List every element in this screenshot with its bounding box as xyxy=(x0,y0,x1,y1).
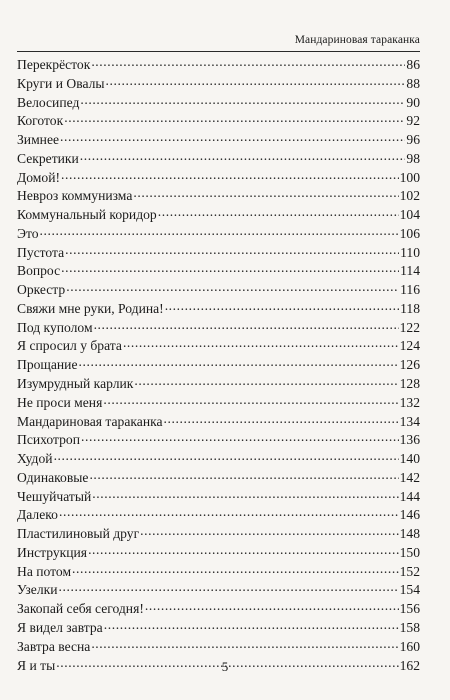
toc-entry-title: Под куполом xyxy=(17,319,93,335)
toc-entry-page: 96 xyxy=(406,132,420,148)
toc-entry xyxy=(17,168,420,187)
toc-entry-title: Вопрос xyxy=(17,263,61,279)
toc-entry xyxy=(17,355,420,374)
dot-leader xyxy=(91,637,398,651)
dot-leader xyxy=(140,524,398,538)
dot-leader xyxy=(40,224,399,238)
toc-entry-page: 92 xyxy=(406,113,420,129)
toc-entry-page: 122 xyxy=(399,319,420,335)
dot-leader xyxy=(54,449,399,463)
dot-leader xyxy=(59,580,399,594)
toc-entry-title: Пластилиновый друг xyxy=(17,526,140,542)
toc-entry-title: Психотроп xyxy=(17,432,80,448)
toc-entry-page: 140 xyxy=(399,451,420,467)
dot-leader xyxy=(92,487,398,501)
toc-entry xyxy=(17,524,420,543)
toc-entry-title: Чешуйчатый xyxy=(17,488,92,504)
toc-entry-title: Закопай себя сегодня! xyxy=(17,601,144,617)
toc-entry-title: На потом xyxy=(17,563,72,579)
toc-entry-page: 154 xyxy=(399,582,420,598)
toc-entry xyxy=(17,280,420,299)
dot-leader xyxy=(65,243,399,257)
toc-entry xyxy=(17,336,420,355)
dot-leader xyxy=(164,412,399,426)
toc-entry xyxy=(17,430,420,449)
dot-leader xyxy=(106,74,406,88)
toc-entry-title: Свяжи мне руки, Родина! xyxy=(17,300,164,316)
toc-entry-page: 156 xyxy=(399,601,420,617)
table-of-contents xyxy=(17,55,420,674)
toc-entry-title: Прощание xyxy=(17,357,78,373)
dot-leader xyxy=(59,505,399,519)
toc-entry xyxy=(17,487,420,506)
toc-entry xyxy=(17,374,420,393)
toc-entry-page: 148 xyxy=(399,526,420,542)
toc-entry-title: Коготок xyxy=(17,113,64,129)
toc-entry-page: 124 xyxy=(399,338,420,354)
toc-entry xyxy=(17,393,420,412)
toc-entry-page: 90 xyxy=(406,94,420,110)
dot-leader xyxy=(66,280,399,294)
toc-entry-title: Круги и Овалы xyxy=(17,75,105,91)
toc-entry xyxy=(17,318,420,337)
dot-leader xyxy=(80,93,405,107)
toc-entry-page: 160 xyxy=(399,638,420,654)
toc-entry xyxy=(17,505,420,524)
toc-entry-title: Коммунальный коридор xyxy=(17,207,157,223)
toc-entry-page: 118 xyxy=(400,300,420,316)
toc-entry xyxy=(17,299,420,318)
toc-entry-page: 150 xyxy=(399,544,420,560)
toc-entry xyxy=(17,93,420,112)
toc-entry-title: Оркестр xyxy=(17,282,66,298)
dot-leader xyxy=(64,111,405,125)
toc-entry-title: Перекрёсток xyxy=(17,57,91,72)
dot-leader xyxy=(72,562,399,576)
dot-leader xyxy=(61,261,399,275)
dot-leader xyxy=(80,149,406,163)
toc-entry-title: Худой xyxy=(17,451,53,467)
running-header: Мандариновая тараканка xyxy=(294,34,420,46)
toc-entry-page: 100 xyxy=(399,169,420,185)
toc-entry xyxy=(17,637,420,656)
toc-entry-page: 134 xyxy=(399,413,420,429)
page-number: 5 xyxy=(221,659,229,674)
toc-entry-title: Я спросил у брата xyxy=(17,338,122,354)
dot-leader xyxy=(60,130,405,144)
toc-entry xyxy=(17,449,420,468)
toc-entry-title: Не проси меня xyxy=(17,394,103,410)
toc-entry xyxy=(17,562,420,581)
dot-leader xyxy=(89,468,398,482)
toc-entry-title: Я и ты xyxy=(17,657,56,673)
dot-leader xyxy=(104,618,399,632)
toc-entry xyxy=(17,243,420,262)
dot-leader xyxy=(81,430,399,444)
toc-entry-title: Это xyxy=(17,225,39,241)
toc-entry-title: Инструкция xyxy=(17,544,88,560)
toc-entry-page: 142 xyxy=(399,469,420,485)
toc-entry-title: Секретики xyxy=(17,150,79,166)
toc-entry xyxy=(17,55,420,74)
toc-entry-title: Домой! xyxy=(17,169,61,185)
toc-entry-title: Мандариновая тараканка xyxy=(17,413,163,429)
toc-entry xyxy=(17,261,420,280)
toc-entry-page: 98 xyxy=(406,150,420,166)
toc-entry-title: Одинаковые xyxy=(17,469,89,485)
toc-entry-page: 110 xyxy=(400,244,420,260)
toc-entry-page: 158 xyxy=(399,619,420,635)
toc-entry-page: 106 xyxy=(399,225,420,241)
toc-entry-page: 86 xyxy=(406,57,420,72)
toc-entry xyxy=(17,468,420,487)
toc-entry xyxy=(17,412,420,431)
toc-entry-title: Завтра весна xyxy=(17,638,91,654)
toc-entry xyxy=(17,599,420,618)
toc-entry xyxy=(17,74,420,93)
toc-entry-page: 116 xyxy=(400,282,420,298)
toc-entry-title: Зимнее xyxy=(17,132,60,148)
toc-entry xyxy=(17,543,420,562)
dot-leader xyxy=(158,205,399,219)
dot-leader xyxy=(94,318,399,332)
toc-entry xyxy=(17,580,420,599)
dot-leader xyxy=(133,186,398,200)
toc-entry-page: 114 xyxy=(400,263,420,279)
toc-entry-page: 136 xyxy=(399,432,420,448)
toc-entry-title: Пустота xyxy=(17,244,65,260)
toc-entry xyxy=(17,618,420,637)
toc-entry-title: Велосипед xyxy=(17,94,80,110)
toc-entry-title: Далеко xyxy=(17,507,58,523)
toc-entry-title: Изумрудный карлик xyxy=(17,376,134,392)
toc-entry-page: 126 xyxy=(399,357,420,373)
dot-leader xyxy=(88,543,399,557)
dot-leader xyxy=(165,299,399,313)
toc-entry-title: Я видел завтра xyxy=(17,619,103,635)
dot-leader xyxy=(145,599,399,613)
dot-leader xyxy=(61,168,399,182)
toc-entry-page: 152 xyxy=(399,563,420,579)
toc-entry-page: 132 xyxy=(399,394,420,410)
toc-entry xyxy=(17,186,420,205)
toc-entry xyxy=(17,205,420,224)
dot-leader xyxy=(103,393,398,407)
toc-entry-page: 146 xyxy=(399,507,420,523)
header-rule xyxy=(17,51,420,52)
toc-entry-page: 104 xyxy=(399,207,420,223)
toc-entry xyxy=(17,149,420,168)
toc-entry-page: 144 xyxy=(399,488,420,504)
dot-leader xyxy=(134,374,398,388)
toc-entry-title: Невроз коммунизма xyxy=(17,188,133,204)
dot-leader xyxy=(91,55,405,69)
toc-entry xyxy=(17,224,420,243)
dot-leader xyxy=(123,336,399,350)
toc-entry xyxy=(17,130,420,149)
toc-entry-page: 88 xyxy=(406,75,420,91)
toc-entry xyxy=(17,111,420,130)
toc-entry-page: 128 xyxy=(399,376,420,392)
dot-leader xyxy=(79,355,399,369)
toc-entry-title: Узелки xyxy=(17,582,58,598)
toc-entry-page: 102 xyxy=(399,188,420,204)
toc-entry-page: 162 xyxy=(399,657,420,673)
